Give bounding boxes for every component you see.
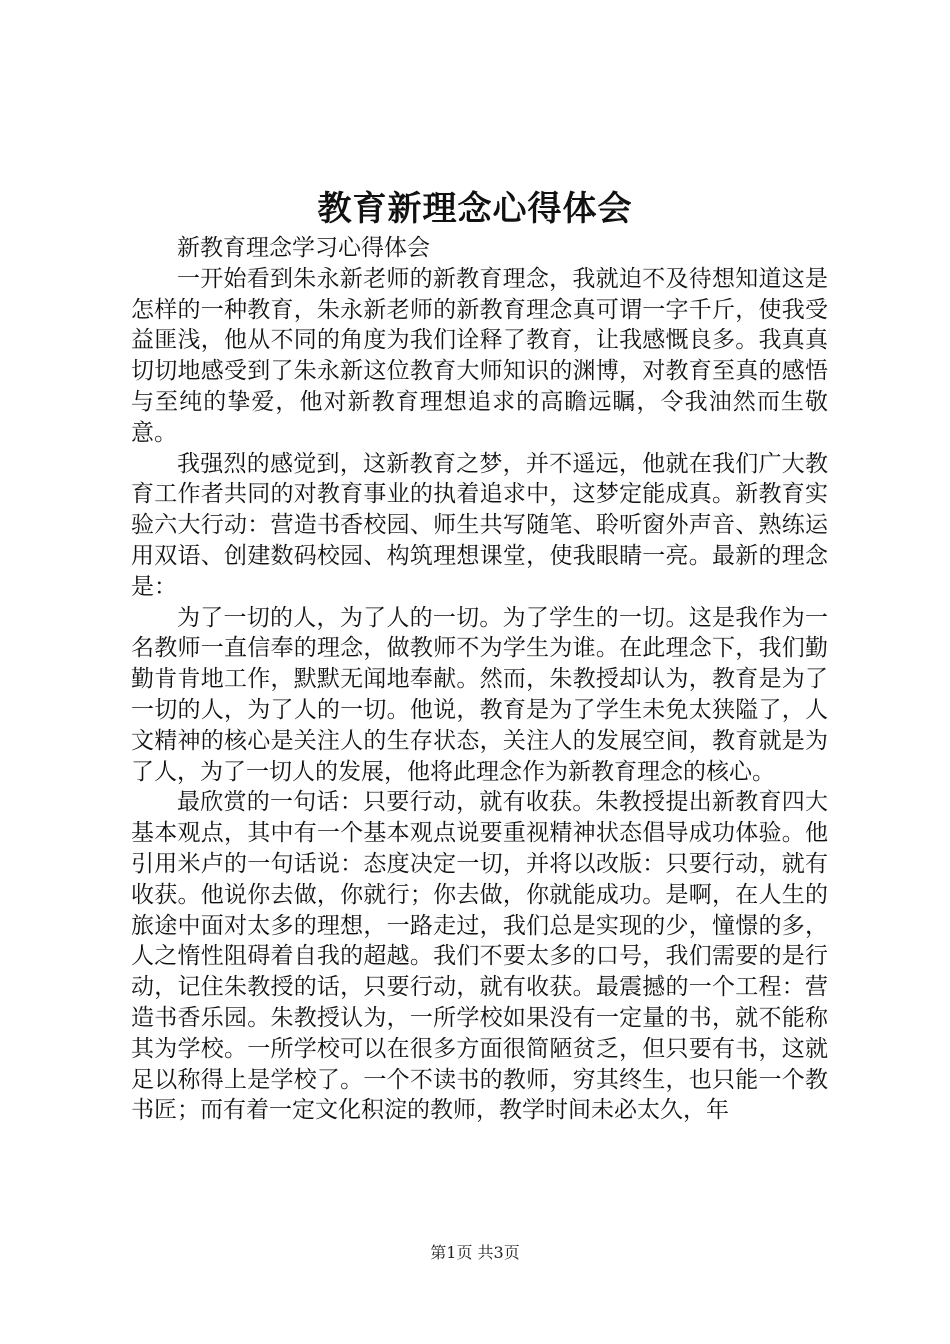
body-paragraph: 我强烈的感觉到，这新教育之梦，并不遥远，他就在我们广大教育工作者共同的对教育事业的执着追求中，这梦定能成真。新教育实验六大行动：营造书香校园、师生共写随笔、聆听窗外声音、熟练运用双语、创建数码校园、构筑理想课堂，使我眼睛一亮。最新的理念是： — [131, 450, 828, 600]
subtitle-paragraph: 新教育理念学习心得体会 — [177, 235, 430, 261]
document-body — [131, 233, 828, 1126]
page-number-footer: 第1页 共3页 — [430, 1243, 520, 1262]
document-title: 教育新理念心得体会 — [317, 189, 633, 229]
body-paragraph: 一开始看到朱永新老师的新教育理念，我就迫不及待想知道这是怎样的一种教育，朱永新老师的新教育理念真可谓一字千斤，使我受益匪浅，他从不同的角度为我们诠释了教育，让我感慨良多。我真真切切地感受到了朱永新这位教育大师知识的渊博，对教育至真的感悟与至纯的挚爱，他对新教育理想追求的高瞻远瞩，令我油然而生敬意。 — [131, 265, 828, 446]
body-paragraph: 最欣赏的一句话：只要行动，就有收获。朱教授提出新教育四大基本观点，其中有一个基本观点说要重视精神状态倡导成功体验。他引用米卢的一句话说：态度决定一切，并将以改版：只要行动，就有收获。他说你去做，你就行；你去做，你就能成功。是啊，在人生的旅途中面对太多的理想，一路走过，我们总是实现的少，憧憬的多，人之惰性阻碍着自我的超越。我们不要太多的口号，我们需要的是行动，记住朱教授的话，只要行动，就有收获。最震撼的一个工程：营造书香乐园。朱教授认为，一所学校如果没有一定量的书，就不能称其为学校。一所学校可以在很多方面很简陋贫乏，但只要有书，这就足以称得上是学校了。一个不读书的教师，穷其终生，也只能一个教书匠；而有着一定文化积淀的教师，教学时间未必太久，年 — [131, 789, 828, 1124]
body-paragraph: 为了一切的人，为了人的一切。为了学生的一切。这是我作为一名教师一直信奉的理念，做教师不为学生为谁。在此理念下，我们勤勤肯肯地工作，默默无闻地奉献。然而，朱教授却认为，教育是为了一切的人，为了人的一切。他说，教育是为了学生未免太狭隘了，人文精神的核心是关注人的生存状态，关注人的发展空间，教育就是为了人，为了一切人的发展，他将此理念作为新教育理念的核心。 — [131, 604, 828, 785]
